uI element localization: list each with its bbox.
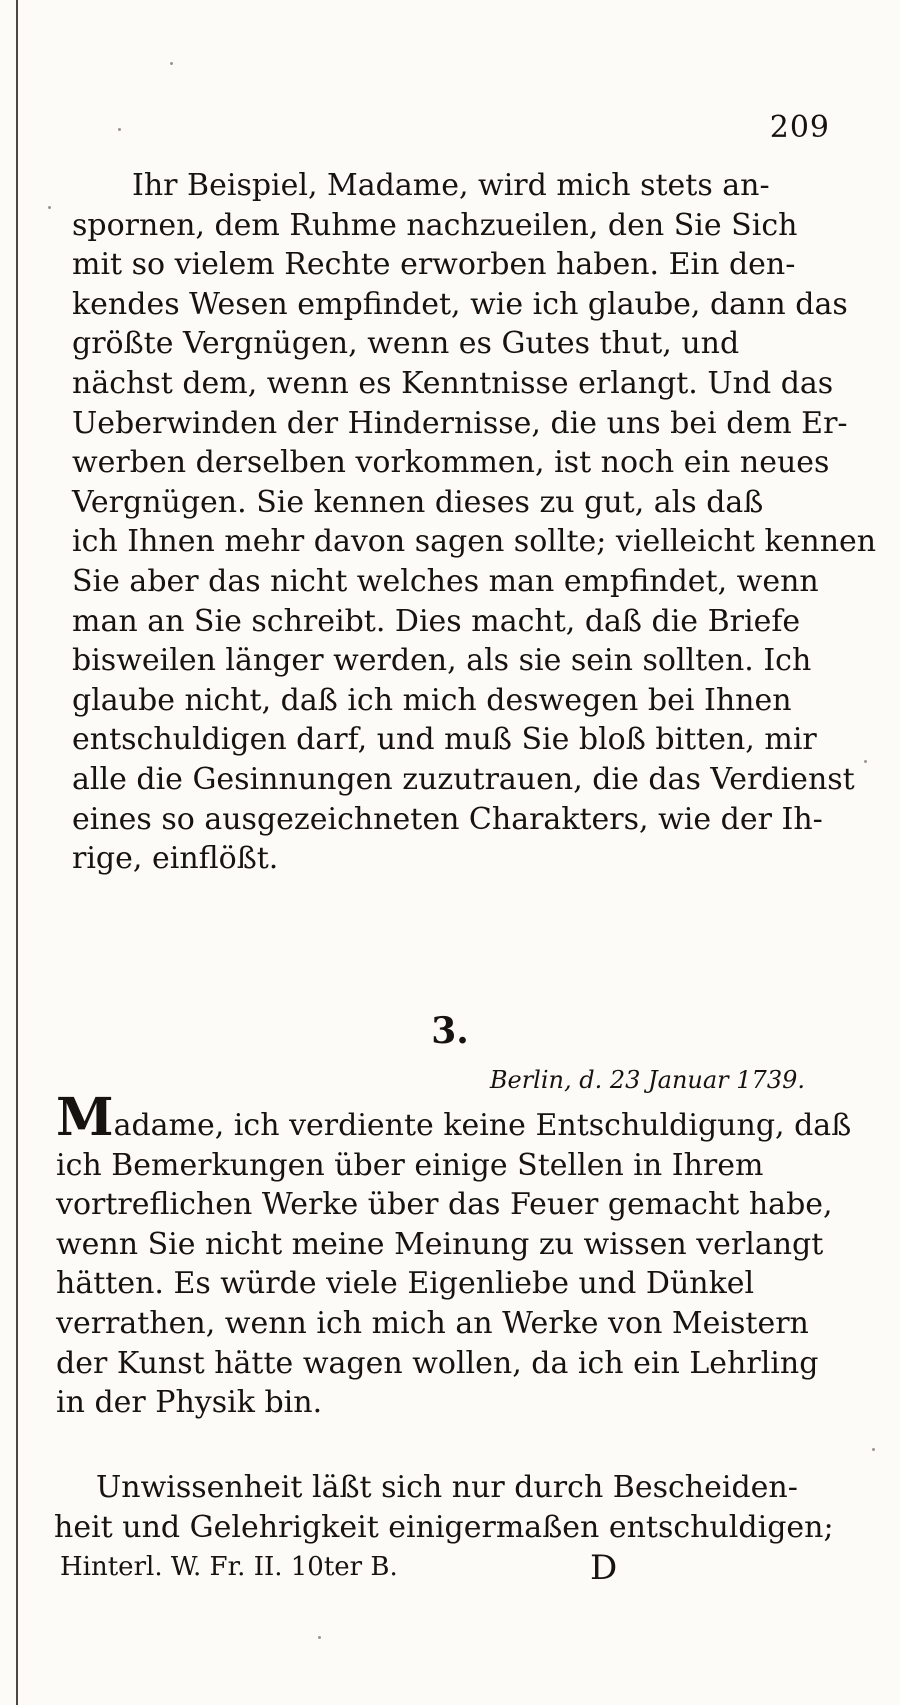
print-speck <box>318 1636 321 1639</box>
print-speck <box>872 1448 875 1451</box>
paragraph-closing <box>72 166 877 879</box>
page-edge-rule <box>16 0 18 1705</box>
signature-mark: D <box>590 1548 618 1588</box>
text-line: entschuldigen darf, und muß Sie bloß bitten, mir <box>72 722 817 758</box>
text-line: werben derselben vorkommen, ist noch ein neues <box>72 445 830 481</box>
text-line: vortreflichen Werke über das Feuer gemacht habe, <box>56 1187 833 1223</box>
text-line: Madame, ich verdiente keine Entschuldigung, daß <box>56 1087 852 1148</box>
text-line: kendes Wesen empfindet, wie ich glaube, dann das <box>72 286 848 322</box>
paragraph-letter-continued <box>54 1468 834 1547</box>
text-line: hätten. Es würde viele Eigenliebe und Dünkel <box>56 1266 755 1302</box>
page-number: 209 <box>769 110 830 145</box>
letter-dateline: Berlin, d. 23 Januar 1739. <box>489 1066 805 1094</box>
text-line: mit so vielem Rechte erworben haben. Ein den- <box>72 247 796 283</box>
text-line: größte Vergnügen, wenn es Gutes thut, und <box>72 326 740 362</box>
text-line: heit und Gelehrigkeit einigermaßen entschuldigen; <box>54 1509 834 1545</box>
signature-reference: Hinterl. W. Fr. II. 10ter B. <box>60 1552 398 1582</box>
paragraph-letter-opening <box>56 1087 852 1423</box>
text-line: bisweilen länger werden, als sie sein sollten. Ich <box>72 643 812 679</box>
text-line: Unwissenheit läßt sich nur durch Bescheiden- <box>96 1470 798 1505</box>
text-line: verrathen, wenn ich mich an Werke von Meistern <box>56 1305 809 1341</box>
text-line: der Kunst hätte wagen wollen, da ich ein Lehrling <box>56 1345 819 1381</box>
text-line: man an Sie schreibt. Dies macht, daß die Briefe <box>72 603 801 639</box>
letter-number: 3. <box>431 1010 469 1052</box>
print-speck <box>864 760 867 763</box>
print-speck <box>170 62 173 65</box>
text-line: glaube nicht, daß ich mich deswegen bei Ihnen <box>72 682 792 718</box>
text-line: ich Ihnen mehr davon sagen sollte; vielleicht kennen <box>72 524 877 560</box>
text-line: in der Physik bin. <box>56 1385 323 1421</box>
text-line: spornen, dem Ruhme nachzueilen, den Sie Sich <box>72 207 798 243</box>
text-line: eines so ausgezeichneten Charakters, wie der Ih- <box>72 801 823 837</box>
text-line: rige, einflößt. <box>72 841 279 877</box>
text-line: Ueberwinden der Hindernisse, die uns bei dem Er- <box>72 405 848 441</box>
text-line: Ihr Beispiel, Madame, wird mich stets an- <box>132 168 770 203</box>
text-line: wenn Sie nicht meine Meinung zu wissen verlangt <box>56 1226 824 1262</box>
print-speck <box>48 206 51 209</box>
print-speck <box>118 128 121 131</box>
text-line: Vergnügen. Sie kennen dieses zu gut, als daß <box>72 484 764 520</box>
text-line: Sie aber das nicht welches man empfindet, wenn <box>72 563 819 599</box>
text-line: alle die Gesinnungen zuzutrauen, die das Verdienst <box>72 761 855 797</box>
text-line: nächst dem, wenn es Kenntnisse erlangt. Und das <box>72 365 834 401</box>
text-line: ich Bemerkungen über einige Stellen in Ihrem <box>56 1147 764 1183</box>
